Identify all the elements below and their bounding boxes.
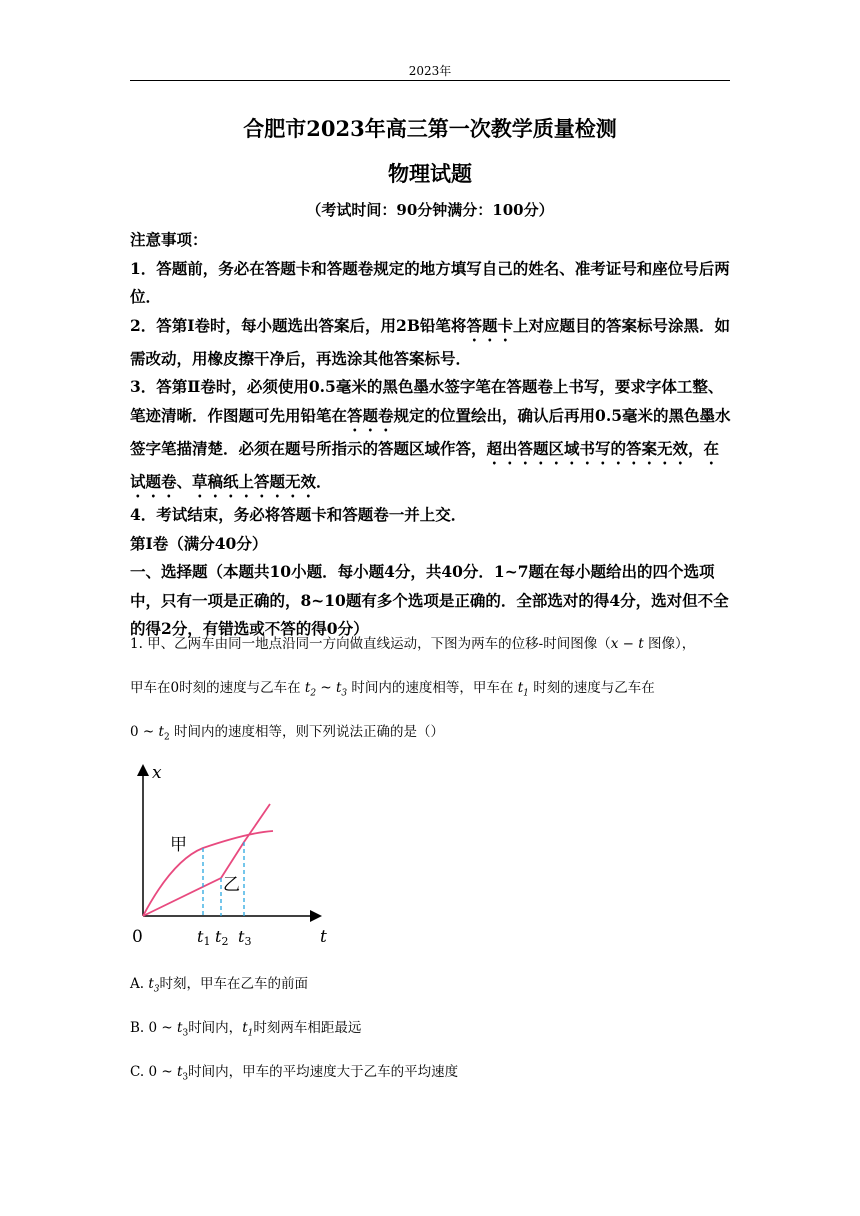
- option-c[interactable]: [130, 1060, 458, 1083]
- note-3-part: ，: [688, 438, 704, 458]
- tick-sub: 3: [244, 935, 252, 948]
- note-3-emphasis: 在试题卷、草稿纸上答题无效: [130, 438, 720, 491]
- math-t1: [242, 1020, 254, 1039]
- question-text: 时间内的速度相等，则下列说法正确的是（）: [169, 724, 444, 740]
- math-t: t: [176, 1064, 183, 1080]
- note-2-part: 2．答第Ⅰ卷时，每小题选出答案后，用2B铅笔将: [130, 315, 467, 335]
- note-2-part: 上对应题目的答案标号涂黑．如需改动，用橡皮擦干净后，再选涂其他答案标号．: [130, 315, 730, 368]
- note-2-emphasis: 答题卡: [466, 315, 513, 335]
- tick-t: t: [215, 927, 222, 946]
- part-1-heading: 第Ⅰ卷（满分40分）: [130, 533, 268, 553]
- option-b[interactable]: [130, 1016, 361, 1039]
- math-0-t3: 0 ~ $t_3$: [148, 1064, 189, 1083]
- note-3-emphasis: 超出答题区域书写的答案无效: [486, 438, 689, 458]
- note-2: [130, 312, 732, 374]
- option-text: 时刻两车相距最远: [253, 1020, 362, 1036]
- question-text: 1. 甲、乙两车由同一地点沿同一方向做直线运动，下图为两车的位移-时间图像（: [130, 636, 611, 652]
- question-1-line-2: [130, 676, 732, 699]
- exam-title: 合肥市2023年高三第一次教学质量检测: [243, 116, 617, 141]
- subject-title: 物理试题: [388, 161, 472, 186]
- tick-t: t: [238, 927, 245, 946]
- tick-t: t: [197, 927, 204, 946]
- math-sub: 3: [341, 688, 348, 699]
- note-3-part: 3．答第Ⅱ卷时，必须使用0.5毫米的黑色墨水签字笔在答题卷上书写，要求字体工整、笔迹清晰．作图题可先用铅笔在: [130, 377, 724, 425]
- math-0-t2: 0 ~ $t_2$: [130, 724, 170, 743]
- option-text: 时刻，甲车在乙车的前面: [159, 976, 309, 992]
- math-sub: 3: [153, 984, 160, 995]
- math-sub: 3: [182, 1028, 189, 1039]
- option-a[interactable]: [130, 972, 308, 995]
- y-axis-label: x: [152, 763, 162, 783]
- note-3-emphasis: 答题卷: [347, 405, 394, 425]
- math-0-t3: 0 ~ $t_3$: [148, 1020, 189, 1039]
- math-t: t: [517, 680, 524, 696]
- math-t: t: [304, 680, 311, 696]
- xt-graph: [128, 758, 344, 954]
- note-3-part: 规定的位置绘出，确认后再用0.5毫米的黑色墨水签字笔描清楚．必须在题号所指示的答题区域作答，: [130, 405, 731, 458]
- note-1: 1．答题前，务必在答题卡和答题卷规定的地方填写自己的姓名、准考证号和座位号后两位．: [130, 258, 730, 307]
- math-zero: 0: [130, 724, 139, 740]
- math-sub: 2: [310, 688, 317, 699]
- math-zero: 0: [148, 1020, 158, 1036]
- option-text: 时间内，甲车的平均速度大于乙车的平均速度: [188, 1064, 459, 1080]
- math-t2-t3: $t_2$ ~ $t_3$: [304, 680, 348, 699]
- origin-label: 0: [132, 927, 143, 947]
- tick-t3: [238, 927, 251, 948]
- line-yi: [143, 804, 270, 916]
- question-text: 甲车在0时刻的速度与乙车在: [130, 680, 305, 696]
- option-label: A.: [130, 976, 145, 992]
- question-text: 时间内的速度相等，甲车在: [347, 680, 518, 696]
- question-1-line-3: [130, 720, 732, 743]
- math-t: t: [335, 680, 342, 696]
- math-t1: [517, 680, 529, 699]
- math-t3: [148, 976, 160, 995]
- section-1-instructions: 一、选择题（本题共10小题．每小题4分，共40分．1~7题在每小题给出的四个选项中，只有一项是正确的，8~10题有多个选项是正确的．全部选对的得4分，选对但不全的得2分，有错选或不答的得0分）: [130, 562, 729, 639]
- math-t: t: [177, 1020, 183, 1036]
- note-4: 4．考试结束，务必将答题卡和答题卷一并上交．: [130, 504, 467, 524]
- header-rule: [130, 80, 730, 81]
- option-text: 时间内，: [188, 1020, 243, 1036]
- note-3: [130, 373, 732, 501]
- page-header: 2023年: [408, 64, 452, 78]
- math-x-t: x − t: [610, 636, 644, 652]
- math-sub: 1: [523, 688, 529, 699]
- tick-sub: 1: [203, 935, 211, 948]
- math-t: t: [158, 724, 164, 740]
- label-jia: 甲: [170, 835, 187, 855]
- option-label: C.: [130, 1064, 145, 1080]
- note-3-part: ．: [316, 471, 332, 491]
- option-label: B.: [130, 1020, 145, 1036]
- math-t: t: [148, 976, 154, 992]
- curve-jia: [143, 831, 273, 916]
- tick-t1: [197, 927, 210, 948]
- tick-sub: 2: [221, 935, 229, 948]
- label-yi: 乙: [223, 875, 240, 895]
- math-sub: 2: [163, 732, 170, 743]
- math-sub: 1: [247, 1028, 254, 1039]
- tick-t2: [215, 927, 228, 948]
- notes-section: [130, 226, 732, 644]
- exam-meta: （考试时间：90分钟满分：100分）: [306, 201, 554, 219]
- x-axis-label: t: [320, 927, 327, 947]
- question-text: 时刻的速度与乙车在: [528, 680, 655, 696]
- question-text: 图像），: [643, 636, 696, 652]
- question-1-line-1: [130, 632, 732, 652]
- math-t: t: [242, 1020, 248, 1036]
- math-sub: 3: [182, 1072, 189, 1083]
- notes-heading: 注意事项：: [130, 230, 208, 249]
- math-zero: 0: [148, 1064, 158, 1080]
